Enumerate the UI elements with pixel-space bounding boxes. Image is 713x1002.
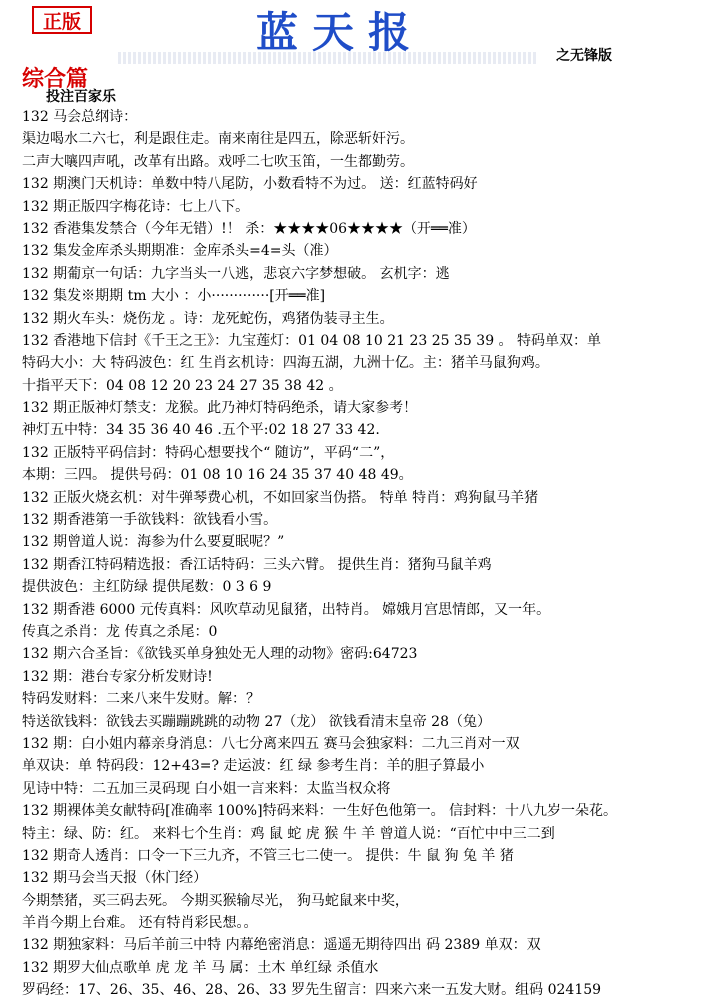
content-line: 132 期罗大仙点歌单 虎 龙 羊 马 属：土木 单红绿 杀值水 <box>22 959 379 976</box>
content-line: 132 正版火烧玄机：对牛弹琴费心机，不如回家当伪搭。 特单 特肖：鸡狗鼠马羊猪 <box>22 489 539 506</box>
content-line: 提供波色：主红防绿 提供尾数：0 3 6 9 <box>22 579 272 596</box>
page-title: 蓝天报 <box>255 8 424 57</box>
content-line: 二声大嚷四声吼，改革有出路。戏呼二七吹玉笛，一生都勤劳。 <box>22 153 414 170</box>
content-line: 传真之杀肖：龙 传真之杀尾：0 <box>22 623 218 640</box>
content-line: 132 集发金库杀头期期准：金库杀头=4=头（准） <box>22 243 338 260</box>
content-line: 十指平天下：04 08 12 20 23 24 27 35 38 42 。 <box>22 377 343 394</box>
content-line: 132 正版特平码信封：特码心想要找个“ 随访”，平码“二”， <box>22 444 395 461</box>
content-line: 罗码经：17、26、35、46、28、26、33 罗先生留言：四来六来一五发大财。组码 024159 <box>22 982 602 999</box>
content-line: 132 期马会当天报（休门经） <box>22 870 208 887</box>
content-line: 特送欲钱料：欲钱去买蹦蹦跳跳的动物 27（龙） 欲钱看清末皇帝 28（兔） <box>22 713 491 730</box>
content-line: 132 集发※期期 tm 大小 ：小·············[开══准] <box>22 288 326 305</box>
content-line: 羊肖今期上台难。 还有特肖彩民想。。 <box>22 915 258 932</box>
content-lines <box>22 106 702 1002</box>
content-line: 132 期香港 6000 元传真料：风吹草动见鼠猪，出特肖。 嫦娥月宫思情郎，又一年。 <box>22 601 551 618</box>
content-line: 132 马会总纲诗： <box>22 109 138 125</box>
content-line: 神灯五中特：34 35 36 40 46 .五个平:02 18 27 33 42. <box>22 422 380 439</box>
content-line: 132 期：白小姐内幕亲身消息：八七分离来四五 赛马会独家料：二九三肖对一双 <box>22 735 520 752</box>
content-line: 132 期独家料：马后羊前三中特 内幕绝密消息：遥遥无期待四出 码 2389 单双：双 <box>22 937 541 954</box>
content-line: 132 期六合圣旨：《欲钱买单身独处无人理的动物》密码:64723 <box>22 646 418 663</box>
content-line: 见诗中特：二五加三灵码现 白小姐一言来料：太监当权众将 <box>22 780 391 797</box>
content-line: 132 期正版四字梅花诗：七上八下。 <box>22 198 250 215</box>
content-line: 132 期香江特码精选报：香江话特码：三头六臂。 提供生肖：猪狗马鼠羊鸡 <box>22 556 492 573</box>
content-line: 132 期曾道人说：海参为什么要夏眠呢？” <box>22 534 285 551</box>
content-line: 132 期裸体美女献特码[准确率 100%]特码来料：一生好色他第一。 信封料：十八九岁一朵花。 <box>22 803 618 820</box>
content-line: 132 期葡京一句话：九字当头一八逃，悲哀六字梦想破。 玄机字：逃 <box>22 265 450 282</box>
content-line: 渠边喝水二六七，利是跟住走。南来南往是四五，除恶斩奸污。 <box>22 131 414 148</box>
content-line: 132 期正版神灯禁支：龙猴。此乃神灯特码绝杀，请大家参考！ <box>22 400 418 417</box>
content-line: 特码大小：大 特码波色：红 生肖玄机诗：四海五湖，九洲十亿。主：猪羊马鼠狗鸡。 <box>22 355 549 372</box>
content-line: 132 期澳门天机诗：单数中特八尾防，小数看特不为过。 送：红蓝特码好 <box>22 176 478 193</box>
content-line: 132 香港集发禁合（今年无错）!！ 杀：★★★★06★★★★（开══准） <box>22 220 476 237</box>
authentic-badge: 正版 <box>32 6 92 34</box>
section-title: 综合篇 <box>22 66 89 92</box>
content-line: 132 期香港第一手欲钱料：欲钱看小雪。 <box>22 512 278 529</box>
content-line: 单双诀：单 特码段：12+43=? 走运波：红 绿 参考生肖：羊的胆子算最小 <box>22 758 485 775</box>
content-line: 特主：绿、防：红。 来料七个生肖：鸡 鼠 蛇 虎 猴 牛 羊 曾道人说：“百忙中中三二到 <box>22 825 555 842</box>
content-line: 今期禁猪，买三码去死。 今期买猴输尽光， 狗马蛇鼠来中奖， <box>22 892 409 909</box>
section-subtitle: 投注百家乐 <box>46 89 116 105</box>
content-line: 特码发财料：二来八来牛发财。解：？ <box>22 691 260 708</box>
content-line: 132 香港地下信封《千王之王》：九宝莲灯：01 04 08 10 21 23 25 35 39 。 特码单双：单 <box>22 332 602 349</box>
content-line: 132 期：港台专家分析发财诗! <box>22 668 213 685</box>
edition-label: 之无锋版 <box>556 48 612 64</box>
content-line: 本期：三四。 提供号码：01 08 10 16 24 35 37 40 48 49。 <box>22 467 413 484</box>
content-line: 132 期奇人透肖：口令一下三九齐，不管三七二使一。 提供：牛 鼠 狗 兔 羊 猪 <box>22 847 514 864</box>
content-line: 132 期火车头：烧伤龙 。诗：龙死蛇伤，鸡猪伪装寻主生。 <box>22 310 394 327</box>
